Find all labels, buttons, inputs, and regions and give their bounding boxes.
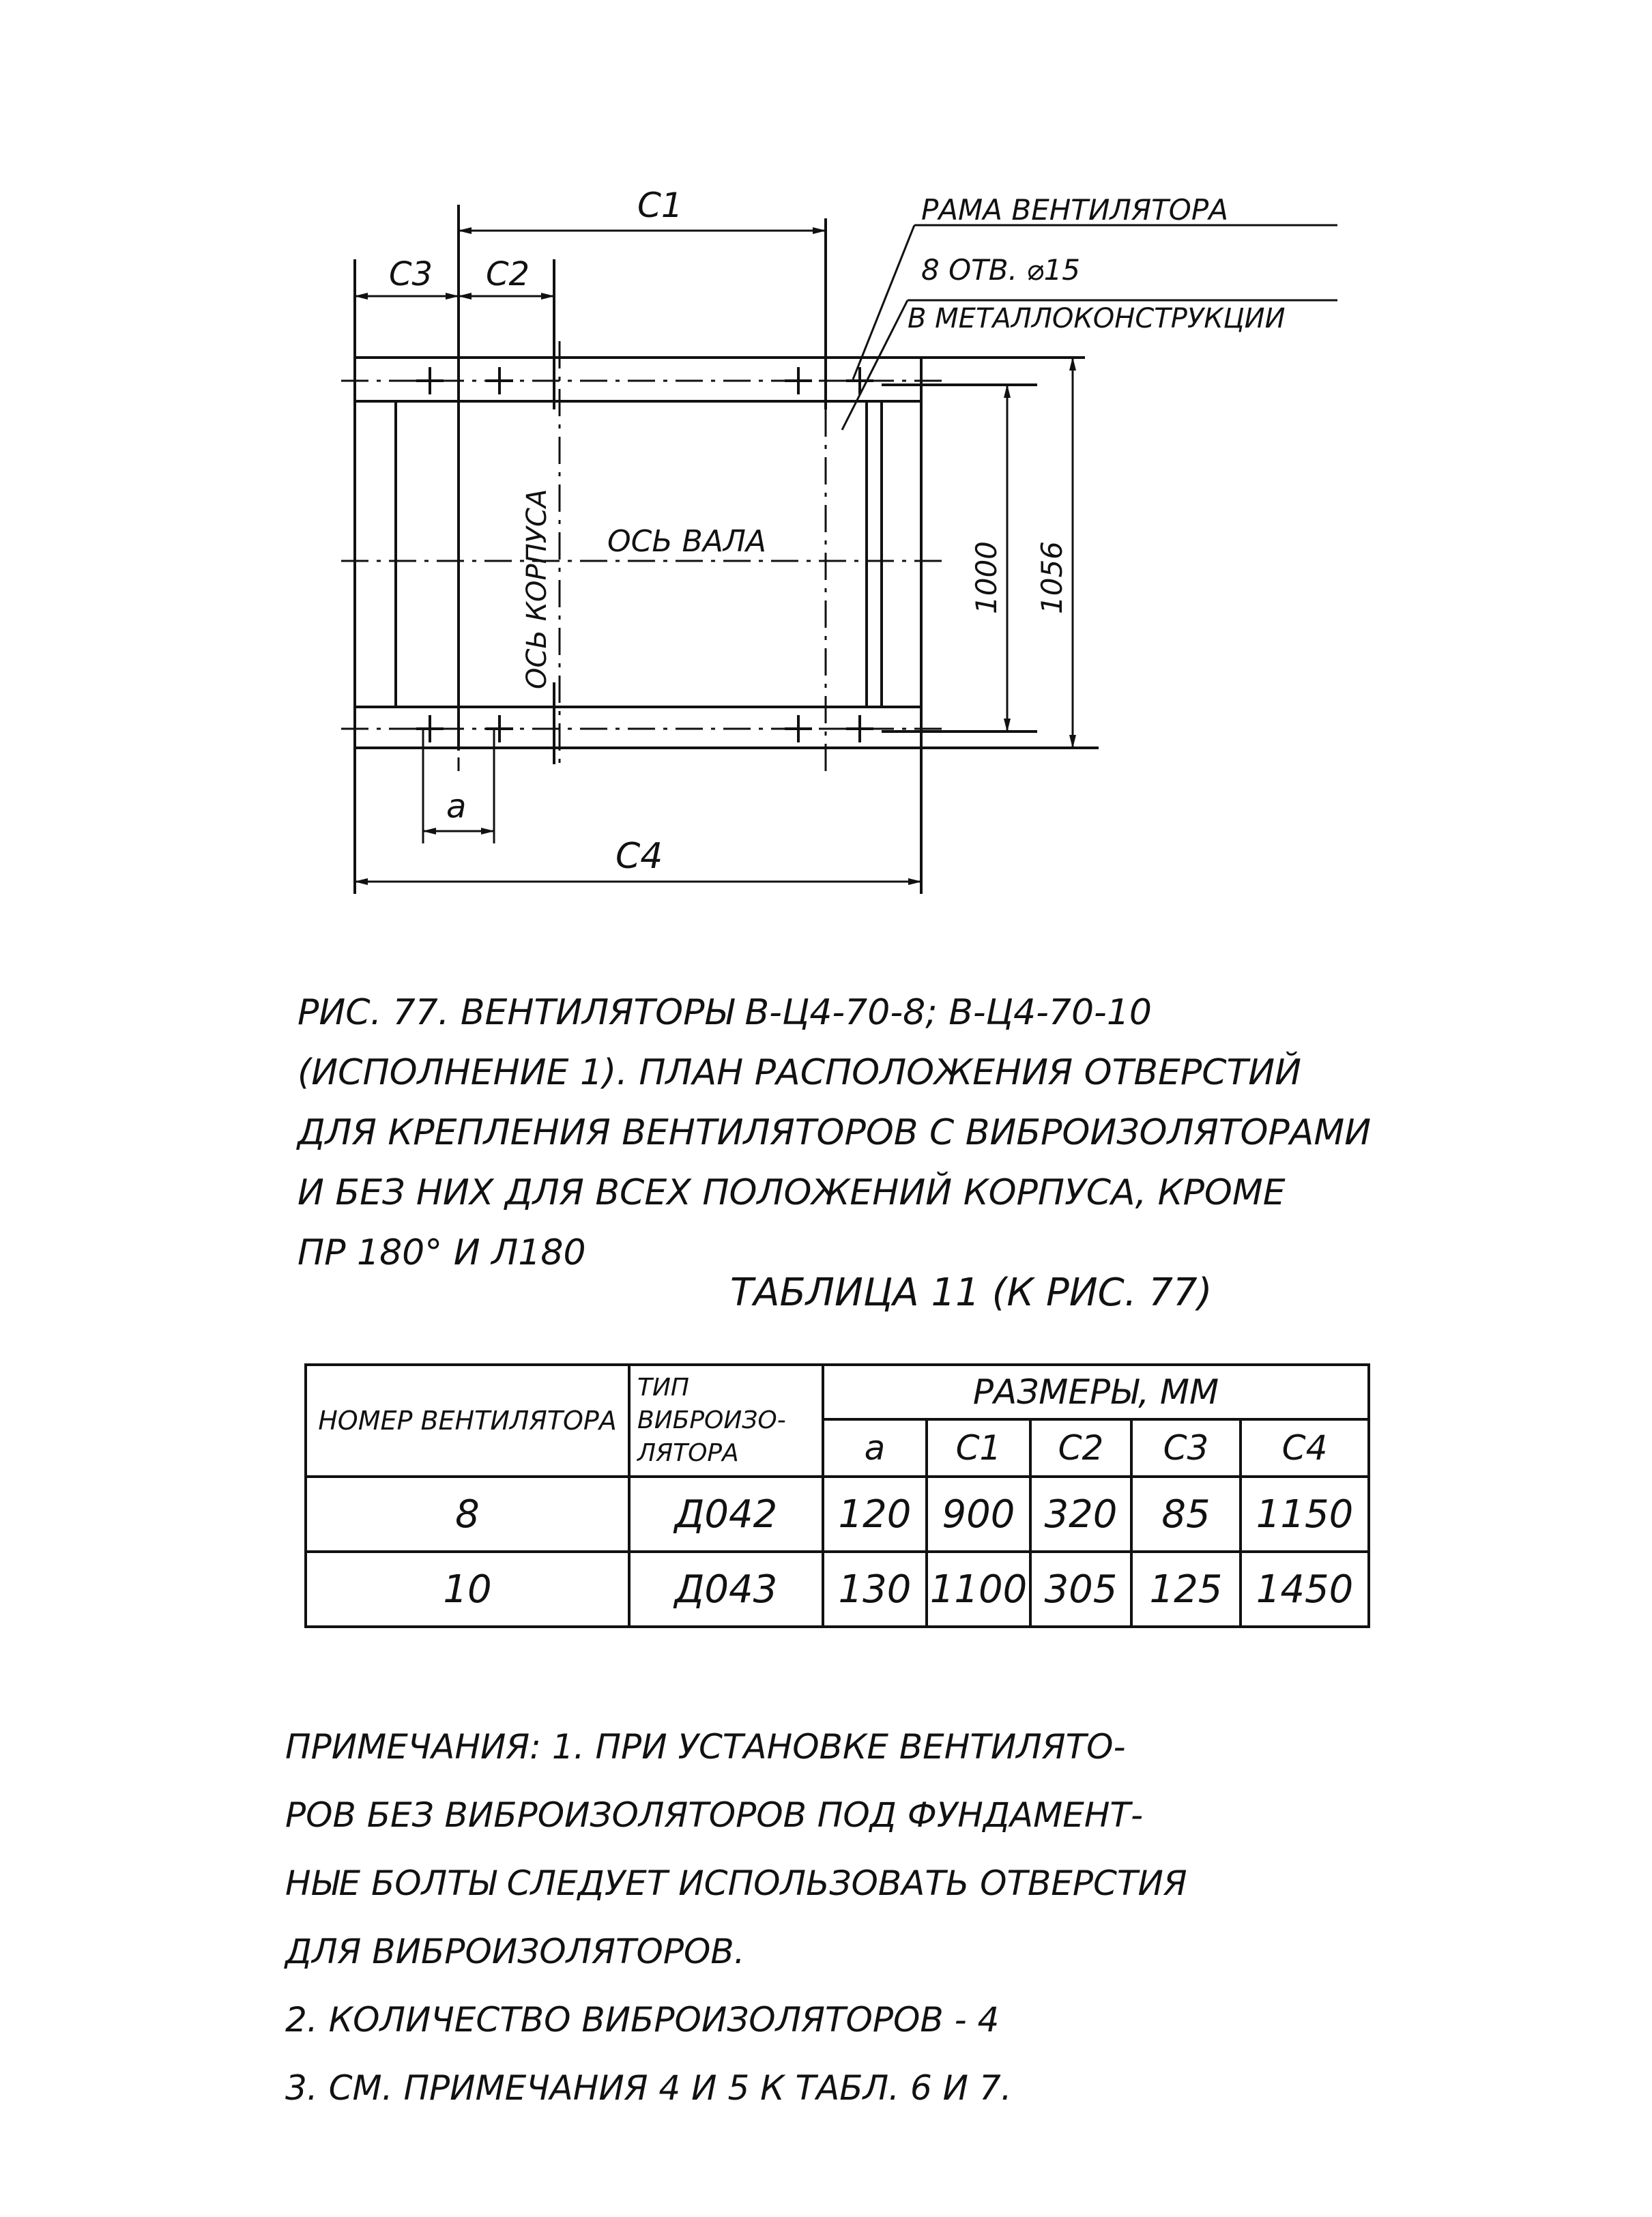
cell-fan: 10 (306, 1552, 629, 1627)
note-line: 3. СМ. ПРИМЕЧАНИЯ 4 И 5 К ТАБЛ. 6 И 7. (285, 2068, 1012, 2108)
header-col-c4: C4 (1241, 1419, 1369, 1477)
header-fan-number: НОМЕР ВЕНТИЛЯТОРА (306, 1365, 629, 1477)
label-dim-1056: 1056 (1035, 541, 1069, 614)
label-shaft-axis: ОСЬ ВАЛА (607, 524, 766, 559)
header-col-c2: C2 (1030, 1419, 1131, 1477)
cell-c2: 320 (1030, 1477, 1131, 1552)
note-line: 2. КОЛИЧЕСТВО ВИБРОИЗОЛЯТОРОВ - 4 (285, 2000, 1000, 2040)
cell-c1: 900 (927, 1477, 1030, 1552)
cell-c3: 85 (1131, 1477, 1241, 1552)
label-c3: C3 (389, 255, 433, 293)
label-metal: В МЕТАЛЛОКОНСТРУКЦИИ (908, 303, 1286, 334)
table-row (306, 1477, 1369, 1552)
holes-leader (842, 300, 908, 430)
cell-fan: 8 (306, 1477, 629, 1552)
cell-a: 120 (823, 1477, 927, 1552)
label-dim-1000: 1000 (970, 541, 1003, 614)
caption-line: И БЕЗ НИХ ДЛЯ ВСЕХ ПОЛОЖЕНИЙ КОРПУСА, КРОМЕ (298, 1172, 1286, 1213)
label-c4: C4 (615, 836, 663, 877)
label-holes: 8 ОТВ. ⌀15 (921, 253, 1081, 287)
cell-type: Д042 (629, 1477, 823, 1552)
label-frame: РАМА ВЕНТИЛЯТОРА (921, 193, 1228, 227)
cell-c2: 305 (1030, 1552, 1131, 1627)
notes-block (285, 1713, 1404, 2122)
header-dimensions: РАЗМЕРЫ, ММ (823, 1365, 1369, 1419)
cell-type: Д043 (629, 1552, 823, 1627)
header-isolator-type: ТИП ВИБРОИЗО-ЛЯТОРА (629, 1365, 823, 1477)
note-line: НЫЕ БОЛТЫ СЛЕДУЕТ ИСПОЛЬЗОВАТЬ ОТВЕРСТИЯ (285, 1864, 1187, 1903)
caption-line: ПР 180° И Л180 (298, 1232, 586, 1273)
figure-caption (298, 983, 1372, 1283)
table-row (306, 1552, 1369, 1627)
cell-c1: 1100 (927, 1552, 1030, 1627)
cell-a: 130 (823, 1552, 927, 1627)
dimensions-table (304, 1363, 1370, 1628)
note-line: ДЛЯ ВИБРОИЗОЛЯТОРОВ. (285, 1932, 745, 1971)
note-line: РОВ БЕЗ ВИБРОИЗОЛЯТОРОВ ПОД ФУНДАМЕНТ- (285, 1795, 1144, 1835)
header-col-c1: C1 (927, 1419, 1030, 1477)
label-c2: C2 (486, 255, 530, 293)
cell-c4: 1450 (1241, 1552, 1369, 1627)
cell-c4: 1150 (1241, 1477, 1369, 1552)
table-title: ТАБЛИЦА 11 (К РИС. 77) (730, 1271, 1213, 1315)
header-col-c3: C3 (1131, 1419, 1241, 1477)
header-col-a: a (823, 1419, 927, 1477)
cell-c3: 125 (1131, 1552, 1241, 1627)
label-c1: C1 (637, 186, 683, 225)
label-body-axis: ОСЬ КОРПУСА (521, 489, 553, 689)
caption-line: ДЛЯ КРЕПЛЕНИЯ ВЕНТИЛЯТОРОВ С ВИБРОИЗОЛЯТОРАМИ (298, 1112, 1372, 1153)
label-a: a (446, 787, 467, 826)
fan-frame-drawing (0, 0, 1652, 955)
caption-line: РИС. 77. ВЕНТИЛЯТОРЫ В-Ц4-70-8; В-Ц4-70-10 (298, 992, 1152, 1033)
caption-line: (ИСПОЛНЕНИЕ 1). ПЛАН РАСПОЛОЖЕНИЯ ОТВЕРСТИЙ (298, 1052, 1302, 1093)
note-line: ПРИМЕЧАНИЯ: 1. ПРИ УСТАНОВКЕ ВЕНТИЛЯТО- (285, 1727, 1126, 1767)
